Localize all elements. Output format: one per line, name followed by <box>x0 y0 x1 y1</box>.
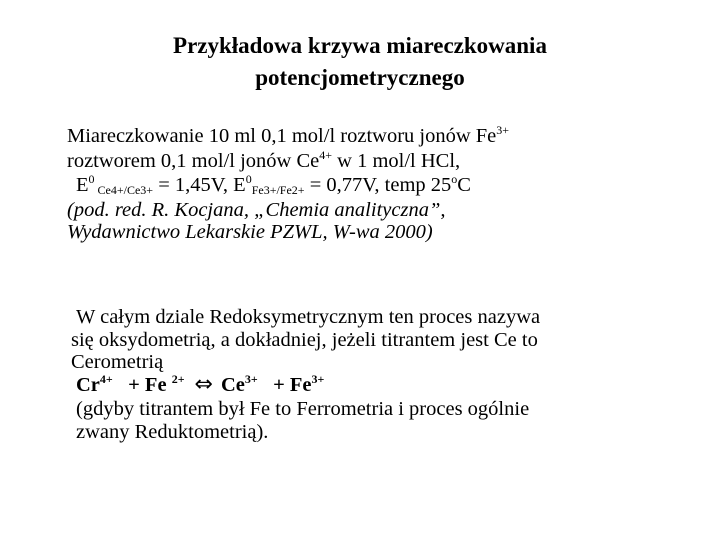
citation-line-1 <box>67 199 509 222</box>
explanation-line-6: zwany Reduktometrią). <box>76 420 269 443</box>
explanation-line-3: Cerometrią <box>71 351 164 373</box>
fe-charge-superscript: 3+ <box>496 123 510 137</box>
description-line-2 <box>67 147 509 175</box>
explanation-line-1: W całym dziale Redoksymetrycznym ten proces nazywa <box>76 306 541 328</box>
equation-ce: Ce <box>220 373 245 396</box>
ce-charge-superscript: 4+ <box>319 147 333 162</box>
oxidimetry-explanation <box>67 306 540 443</box>
equation-fe3: + Fe <box>257 373 312 396</box>
description-line-2-text-a: roztworem 0,1 mol/l jonów Ce <box>67 149 320 172</box>
title-line-1: Przykładowa krzywa miareczkowania <box>173 33 547 58</box>
equation-fe-charge: 2+ <box>171 371 185 386</box>
explanation-line-2: się oksydometrią, a dokładniej, jeżeli titrantem jest Ce to <box>71 328 538 351</box>
potential-e-symbol: E <box>76 174 89 196</box>
equation-cr: Cr <box>76 373 100 396</box>
equation-fe3-charge: 3+ <box>311 371 325 386</box>
citation-text-2: Wydawnictwo Lekarskie PZWL, W-wa 2000) <box>67 221 433 243</box>
potentials-line <box>67 174 509 199</box>
description-line-1-text: Miareczkowanie 10 ml 0,1 mol/l roztworu jonów Fe <box>67 125 497 147</box>
citation-text-1: (pod. red. R. Kocjana, „Chemia analityczna”, <box>67 198 446 221</box>
description-line-1 <box>67 125 509 150</box>
description-line-2-text-b: w 1 mol/l HCl, <box>332 149 461 172</box>
ce-potential-value: = 1,45V, E <box>153 174 246 196</box>
title-line-2: potencjometrycznego <box>255 65 465 90</box>
explanation-line-5: (gdyby titrantem był Fe to Ferrometria i proces ogólnie <box>76 398 530 420</box>
citation-line-2 <box>67 221 509 244</box>
equation-ce-charge: 3+ <box>244 371 258 386</box>
ce-couple-subscript: Ce4+/Ce3+ <box>94 183 154 197</box>
slide-title <box>0 30 720 94</box>
equation-fe: + Fe <box>112 373 172 396</box>
fe-couple-subscript: Fe3+/Fe2+ <box>251 183 305 197</box>
equation-cr-charge: 4+ <box>99 371 113 386</box>
potential-standard-superscript-2: 0 <box>245 172 252 186</box>
fe-potential-and-temp: = 0,77V, temp 25 <box>304 174 452 196</box>
equilibrium-arrow-icon: ⇔ <box>194 371 213 397</box>
celsius-unit: C <box>457 174 471 196</box>
degree-superscript: o <box>451 172 458 186</box>
potential-standard-superscript: 0 <box>88 172 95 186</box>
titration-description <box>67 125 509 244</box>
redox-equation <box>67 371 540 399</box>
